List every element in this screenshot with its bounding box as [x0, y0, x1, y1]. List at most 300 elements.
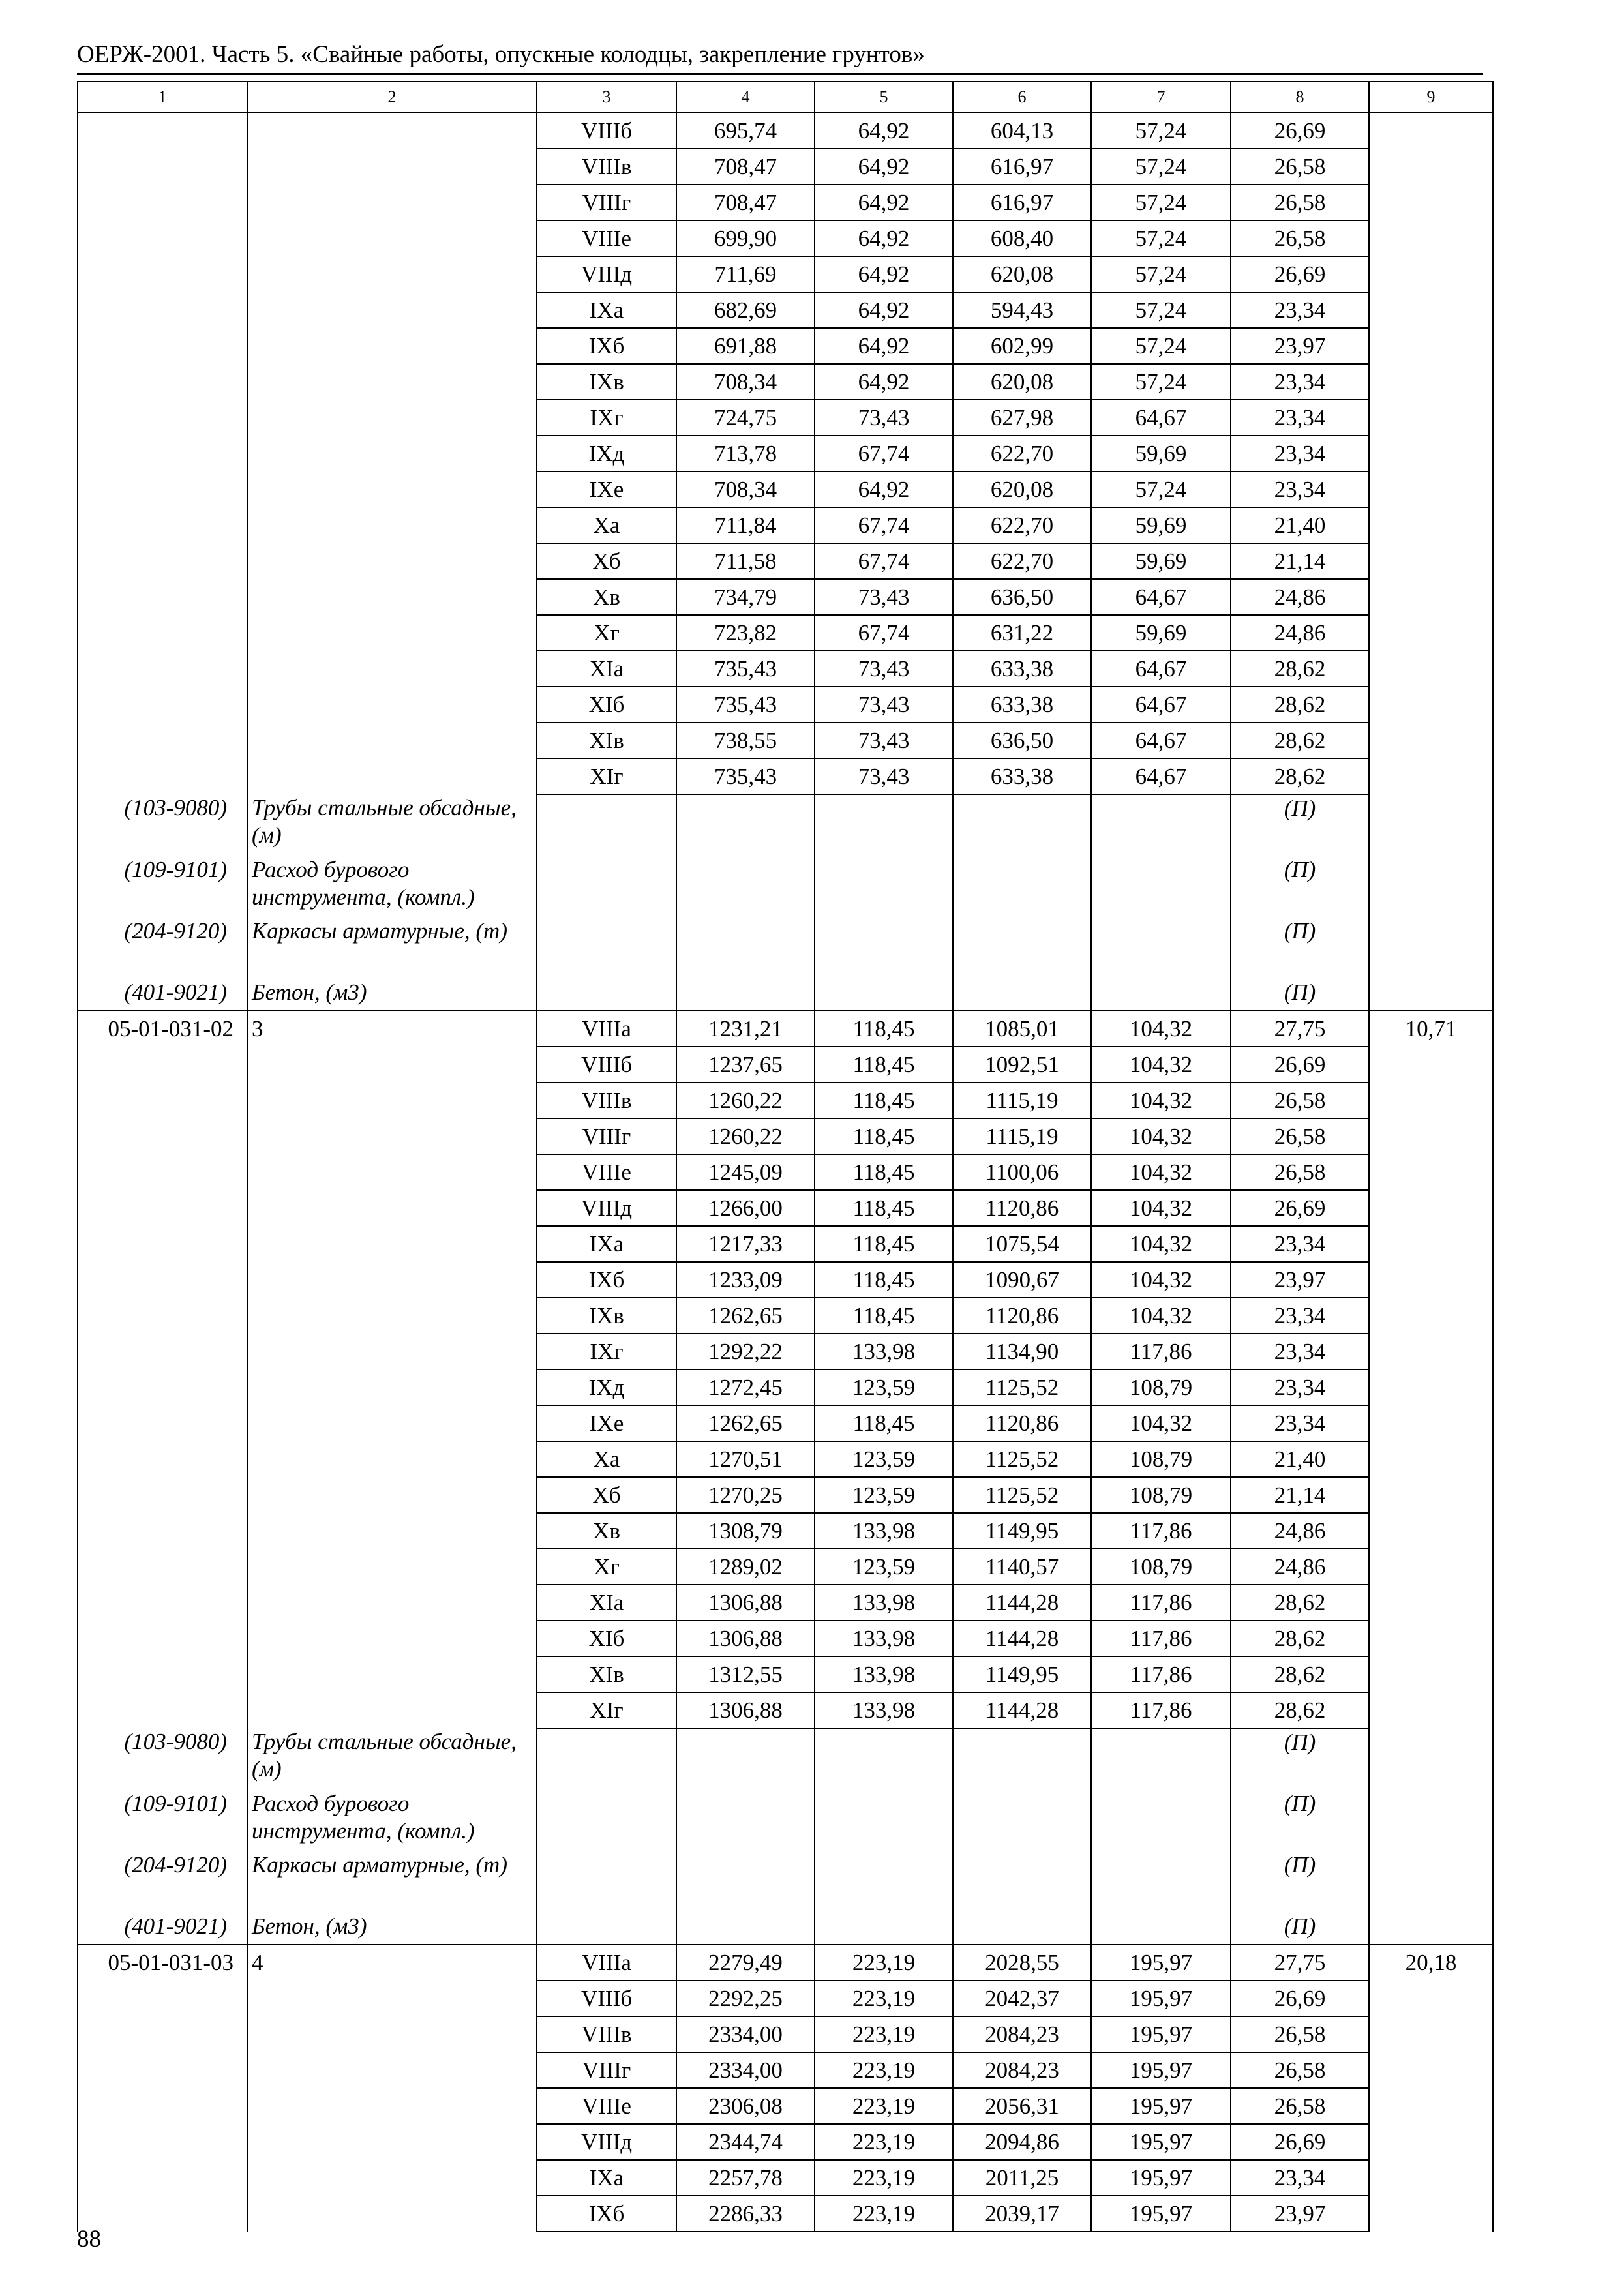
resource-row [78, 1728, 1493, 1790]
wages-cell: 223,19 [815, 2196, 953, 2232]
blank-cell [676, 794, 815, 856]
wages-cell: 73,43 [815, 723, 953, 758]
table-body [78, 82, 1493, 2232]
blank-cell [953, 979, 1091, 1011]
materials-cell: 23,97 [1231, 328, 1369, 364]
name-cell [247, 1190, 537, 1226]
labor-cell [1369, 1441, 1493, 1477]
wages-cell: 123,59 [815, 1369, 953, 1405]
wages-cell: 64,92 [815, 220, 953, 256]
wages-cell: 133,98 [815, 1334, 953, 1369]
blank-cell [1091, 1913, 1231, 1945]
zone-cell: VIIIб [537, 113, 676, 149]
col-number-5: 5 [815, 82, 953, 113]
blank-cell [815, 856, 953, 918]
zone-cell: Xа [537, 1441, 676, 1477]
machinist-wages-cell: 59,69 [1091, 507, 1231, 543]
table-row [78, 1298, 1493, 1334]
table-row [78, 113, 1493, 149]
resource-name: Бетон, (м3) [247, 979, 537, 1011]
machinist-wages-cell: 59,69 [1091, 436, 1231, 471]
blank-cell [676, 1851, 815, 1913]
materials-cell: 26,58 [1231, 2052, 1369, 2088]
labor-cell [1369, 1981, 1493, 2016]
machinist-wages-cell: 104,32 [1091, 1011, 1231, 1047]
wages-cell: 64,92 [815, 292, 953, 328]
machines-cell: 1120,86 [953, 1298, 1091, 1334]
materials-cell: 21,14 [1231, 543, 1369, 579]
table-row [78, 1656, 1493, 1692]
zone-cell: VIIIд [537, 1190, 676, 1226]
name-cell [247, 1585, 537, 1621]
zone-cell: Xв [537, 1513, 676, 1549]
name-cell [247, 1513, 537, 1549]
zone-cell: VIIIг [537, 2052, 676, 2088]
machinist-wages-cell: 195,97 [1091, 2088, 1231, 2124]
machines-cell: 2039,17 [953, 2196, 1091, 2232]
labor-cell [1369, 1334, 1493, 1369]
total-cost-cell: 2286,33 [676, 2196, 815, 2232]
total-cost-cell: 708,34 [676, 364, 815, 400]
labor-cell [1369, 2124, 1493, 2160]
labor-cell [1369, 1262, 1493, 1298]
resource-mark: (П) [1231, 1913, 1369, 1945]
wages-cell: 64,92 [815, 185, 953, 220]
blank-cell [953, 1790, 1091, 1851]
wages-cell: 67,74 [815, 507, 953, 543]
table-row [78, 1549, 1493, 1585]
machinist-wages-cell: 57,24 [1091, 364, 1231, 400]
blank-cell [1369, 794, 1493, 856]
machines-cell: 1092,51 [953, 1047, 1091, 1083]
name-cell [247, 2016, 537, 2052]
materials-cell: 23,34 [1231, 471, 1369, 507]
total-cost-cell: 1308,79 [676, 1513, 815, 1549]
name-cell [247, 2052, 537, 2088]
wages-cell: 223,19 [815, 2124, 953, 2160]
machines-cell: 604,13 [953, 113, 1091, 149]
code-cell [78, 507, 247, 543]
zone-cell: IXб [537, 328, 676, 364]
machines-cell: 2042,37 [953, 1981, 1091, 2016]
machinist-wages-cell: 57,24 [1091, 149, 1231, 185]
wages-cell: 118,45 [815, 1226, 953, 1262]
table-row [78, 400, 1493, 436]
resource-row [78, 1913, 1493, 1945]
machinist-wages-cell: 195,97 [1091, 2196, 1231, 2232]
wages-cell: 118,45 [815, 1118, 953, 1154]
wages-cell: 118,45 [815, 1083, 953, 1118]
machines-cell: 636,50 [953, 723, 1091, 758]
name-cell [247, 1083, 537, 1118]
total-cost-cell: 1262,65 [676, 1405, 815, 1441]
total-cost-cell: 1306,88 [676, 1692, 815, 1728]
table-row [78, 687, 1493, 723]
machinist-wages-cell: 104,32 [1091, 1118, 1231, 1154]
zone-cell: VIIIа [537, 1011, 676, 1047]
zone-cell: VIIIа [537, 1945, 676, 1981]
zone-cell: IXе [537, 471, 676, 507]
total-cost-cell: 1306,88 [676, 1621, 815, 1656]
blank-cell [676, 856, 815, 918]
blank-cell [1369, 1728, 1493, 1790]
table-row [78, 758, 1493, 794]
machines-cell: 2011,25 [953, 2160, 1091, 2196]
wages-cell: 118,45 [815, 1190, 953, 1226]
code-cell: 05-01-031-03 [78, 1945, 247, 1981]
labor-cell: 20,18 [1369, 1945, 1493, 1981]
blank-cell [537, 1851, 676, 1913]
zone-cell: IXб [537, 1262, 676, 1298]
total-cost-cell: 695,74 [676, 113, 815, 149]
total-cost-cell: 1270,51 [676, 1441, 815, 1477]
labor-cell [1369, 1692, 1493, 1728]
materials-cell: 23,34 [1231, 2160, 1369, 2196]
code-cell [78, 471, 247, 507]
name-cell [247, 2124, 537, 2160]
machines-cell: 633,38 [953, 687, 1091, 723]
name-cell [247, 758, 537, 794]
total-cost-cell: 1237,65 [676, 1047, 815, 1083]
machinist-wages-cell: 64,67 [1091, 400, 1231, 436]
code-cell [78, 2088, 247, 2124]
labor-cell [1369, 292, 1493, 328]
machines-cell: 1140,57 [953, 1549, 1091, 1585]
labor-cell [1369, 436, 1493, 471]
resource-name: Трубы стальные обсадные, (м) [247, 794, 537, 856]
wages-cell: 223,19 [815, 2088, 953, 2124]
col-number-4: 4 [676, 82, 815, 113]
resource-mark: (П) [1231, 794, 1369, 856]
name-cell [247, 579, 537, 615]
blank-cell [953, 918, 1091, 979]
machinist-wages-cell: 57,24 [1091, 292, 1231, 328]
code-cell [78, 758, 247, 794]
name-cell [247, 1656, 537, 1692]
labor-cell [1369, 723, 1493, 758]
machines-cell: 627,98 [953, 400, 1091, 436]
machinist-wages-cell: 64,67 [1091, 723, 1231, 758]
name-cell [247, 723, 537, 758]
total-cost-cell: 723,82 [676, 615, 815, 651]
labor-cell [1369, 2016, 1493, 2052]
machines-cell: 2056,31 [953, 2088, 1091, 2124]
materials-cell: 28,62 [1231, 1656, 1369, 1692]
name-cell [247, 1441, 537, 1477]
machines-cell: 622,70 [953, 507, 1091, 543]
name-cell [247, 1692, 537, 1728]
machinist-wages-cell: 104,32 [1091, 1262, 1231, 1298]
machines-cell: 622,70 [953, 543, 1091, 579]
materials-cell: 26,69 [1231, 1981, 1369, 2016]
machinist-wages-cell: 64,67 [1091, 579, 1231, 615]
name-cell [247, 292, 537, 328]
zone-cell: IXд [537, 436, 676, 471]
blank-cell [1369, 1851, 1493, 1913]
col-number-2: 2 [247, 82, 537, 113]
zone-cell: IXг [537, 1334, 676, 1369]
labor-cell [1369, 1369, 1493, 1405]
code-cell [78, 1226, 247, 1262]
labor-cell [1369, 1549, 1493, 1585]
resource-row [78, 1790, 1493, 1851]
machines-cell: 1085,01 [953, 1011, 1091, 1047]
total-cost-cell: 735,43 [676, 651, 815, 687]
code-cell [78, 1083, 247, 1118]
resource-mark: (П) [1231, 856, 1369, 918]
blank-cell [1091, 979, 1231, 1011]
table-row [78, 1190, 1493, 1226]
total-cost-cell: 708,34 [676, 471, 815, 507]
code-cell [78, 328, 247, 364]
labor-cell [1369, 113, 1493, 149]
machines-cell: 1144,28 [953, 1692, 1091, 1728]
resource-row [78, 918, 1493, 979]
code-cell [78, 543, 247, 579]
total-cost-cell: 735,43 [676, 758, 815, 794]
wages-cell: 73,43 [815, 758, 953, 794]
labor-cell: 10,71 [1369, 1011, 1493, 1047]
machinist-wages-cell: 108,79 [1091, 1477, 1231, 1513]
table-row [78, 328, 1493, 364]
name-cell [247, 1226, 537, 1262]
blank-cell [815, 1851, 953, 1913]
name-cell: 4 [247, 1945, 537, 1981]
total-cost-cell: 691,88 [676, 328, 815, 364]
code-cell [78, 579, 247, 615]
code-cell [78, 651, 247, 687]
total-cost-cell: 2257,78 [676, 2160, 815, 2196]
machines-cell: 1149,95 [953, 1656, 1091, 1692]
machinist-wages-cell: 57,24 [1091, 471, 1231, 507]
table-row [78, 1405, 1493, 1441]
code-cell [78, 1585, 247, 1621]
machines-cell: 1125,52 [953, 1477, 1091, 1513]
blank-cell [1091, 794, 1231, 856]
zone-cell: XIа [537, 1585, 676, 1621]
name-cell [247, 364, 537, 400]
code-cell [78, 1981, 247, 2016]
table-row [78, 1621, 1493, 1656]
resource-code: (103-9080) [78, 794, 247, 856]
blank-cell [953, 1728, 1091, 1790]
zone-cell: Xб [537, 1477, 676, 1513]
machinist-wages-cell: 104,32 [1091, 1047, 1231, 1083]
materials-cell: 26,58 [1231, 2016, 1369, 2052]
blank-cell [537, 794, 676, 856]
total-cost-cell: 1306,88 [676, 1585, 815, 1621]
machines-cell: 2084,23 [953, 2052, 1091, 2088]
code-cell [78, 1477, 247, 1513]
code-cell [78, 2196, 247, 2232]
machines-cell: 1144,28 [953, 1621, 1091, 1656]
code-cell [78, 220, 247, 256]
zone-cell: Xг [537, 615, 676, 651]
materials-cell: 24,86 [1231, 579, 1369, 615]
machinist-wages-cell: 117,86 [1091, 1656, 1231, 1692]
blank-cell [953, 1851, 1091, 1913]
code-cell [78, 256, 247, 292]
machinist-wages-cell: 108,79 [1091, 1549, 1231, 1585]
name-cell [247, 615, 537, 651]
zone-cell: IXа [537, 1226, 676, 1262]
resource-mark: (П) [1231, 918, 1369, 979]
resource-code: (401-9021) [78, 1913, 247, 1945]
machinist-wages-cell: 117,86 [1091, 1334, 1231, 1369]
name-cell [247, 328, 537, 364]
labor-cell [1369, 1585, 1493, 1621]
zone-cell: IXб [537, 2196, 676, 2232]
code-cell [78, 1656, 247, 1692]
code-cell [78, 1513, 247, 1549]
name-cell [247, 651, 537, 687]
total-cost-cell: 1245,09 [676, 1154, 815, 1190]
total-cost-cell: 2306,08 [676, 2088, 815, 2124]
table-row [78, 185, 1493, 220]
resource-row [78, 1851, 1493, 1913]
total-cost-cell: 1260,22 [676, 1118, 815, 1154]
machines-cell: 633,38 [953, 758, 1091, 794]
name-cell [247, 436, 537, 471]
code-cell [78, 2124, 247, 2160]
machinist-wages-cell: 117,86 [1091, 1692, 1231, 1728]
zone-cell: VIIIе [537, 2088, 676, 2124]
name-cell [247, 149, 537, 185]
resource-code: (204-9120) [78, 918, 247, 979]
wages-cell: 118,45 [815, 1011, 953, 1047]
wages-cell: 67,74 [815, 615, 953, 651]
name-cell [247, 220, 537, 256]
table-row [78, 1981, 1493, 2016]
materials-cell: 23,34 [1231, 436, 1369, 471]
materials-cell: 26,69 [1231, 256, 1369, 292]
materials-cell: 23,34 [1231, 1226, 1369, 1262]
name-cell [247, 471, 537, 507]
blank-cell [676, 1790, 815, 1851]
materials-cell: 28,62 [1231, 1692, 1369, 1728]
code-cell [78, 723, 247, 758]
machinist-wages-cell: 195,97 [1091, 2016, 1231, 2052]
materials-cell: 24,86 [1231, 1513, 1369, 1549]
wages-cell: 118,45 [815, 1154, 953, 1190]
machinist-wages-cell: 195,97 [1091, 1981, 1231, 2016]
zone-cell: VIIIв [537, 1083, 676, 1118]
blank-cell [676, 1913, 815, 1945]
machines-cell: 620,08 [953, 471, 1091, 507]
code-cell [78, 1154, 247, 1190]
total-cost-cell: 1231,21 [676, 1011, 815, 1047]
machinist-wages-cell: 195,97 [1091, 2160, 1231, 2196]
code-cell [78, 1047, 247, 1083]
wages-cell: 64,92 [815, 149, 953, 185]
zone-cell: XIг [537, 1692, 676, 1728]
resource-code: (401-9021) [78, 979, 247, 1011]
machinist-wages-cell: 64,67 [1091, 758, 1231, 794]
total-cost-cell: 2279,49 [676, 1945, 815, 1981]
col-number-1: 1 [78, 82, 247, 113]
machinist-wages-cell: 104,32 [1091, 1190, 1231, 1226]
blank-cell [953, 1913, 1091, 1945]
materials-cell: 28,62 [1231, 723, 1369, 758]
zone-cell: VIIIв [537, 149, 676, 185]
machines-cell: 1144,28 [953, 1585, 1091, 1621]
zone-cell: IXв [537, 1298, 676, 1334]
labor-cell [1369, 1298, 1493, 1334]
machinist-wages-cell: 57,24 [1091, 185, 1231, 220]
resource-name: Каркасы арматурные, (т) [247, 918, 537, 979]
table-row [78, 507, 1493, 543]
total-cost-cell: 1262,65 [676, 1298, 815, 1334]
machinist-wages-cell: 57,24 [1091, 328, 1231, 364]
table-row [78, 149, 1493, 185]
name-cell [247, 1405, 537, 1441]
labor-cell [1369, 1190, 1493, 1226]
machines-cell: 622,70 [953, 436, 1091, 471]
col-number-3: 3 [537, 82, 676, 113]
total-cost-cell: 1260,22 [676, 1083, 815, 1118]
table-row [78, 1477, 1493, 1513]
machinist-wages-cell: 57,24 [1091, 220, 1231, 256]
labor-cell [1369, 220, 1493, 256]
page-number: 88 [77, 2226, 101, 2252]
name-cell [247, 113, 537, 149]
materials-cell: 23,97 [1231, 1262, 1369, 1298]
header-rule [77, 73, 1483, 75]
total-cost-cell: 708,47 [676, 149, 815, 185]
total-cost-cell: 1289,02 [676, 1549, 815, 1585]
table-row [78, 651, 1493, 687]
total-cost-cell: 1217,33 [676, 1226, 815, 1262]
blank-cell [1091, 856, 1231, 918]
labor-cell [1369, 507, 1493, 543]
labor-cell [1369, 1047, 1493, 1083]
labor-cell [1369, 579, 1493, 615]
name-cell [247, 1298, 537, 1334]
zone-cell: Xб [537, 543, 676, 579]
wages-cell: 118,45 [815, 1262, 953, 1298]
blank-cell [537, 1728, 676, 1790]
total-cost-cell: 734,79 [676, 579, 815, 615]
resource-mark: (П) [1231, 1790, 1369, 1851]
zone-cell: IXа [537, 2160, 676, 2196]
resource-name: Трубы стальные обсадные, (м) [247, 1728, 537, 1790]
code-cell [78, 1369, 247, 1405]
col-number-7: 7 [1091, 82, 1231, 113]
labor-cell [1369, 615, 1493, 651]
table-row [78, 543, 1493, 579]
wages-cell: 223,19 [815, 2052, 953, 2088]
blank-cell [953, 794, 1091, 856]
total-cost-cell: 2334,00 [676, 2052, 815, 2088]
materials-cell: 23,34 [1231, 400, 1369, 436]
zone-cell: XIа [537, 651, 676, 687]
table-row [78, 579, 1493, 615]
total-cost-cell: 735,43 [676, 687, 815, 723]
zone-cell: VIIIб [537, 1981, 676, 2016]
code-cell [78, 1298, 247, 1334]
total-cost-cell: 711,69 [676, 256, 815, 292]
wages-cell: 64,92 [815, 113, 953, 149]
labor-cell [1369, 185, 1493, 220]
materials-cell: 24,86 [1231, 615, 1369, 651]
name-cell [247, 687, 537, 723]
materials-cell: 26,58 [1231, 220, 1369, 256]
wages-cell: 123,59 [815, 1477, 953, 1513]
name-cell [247, 1981, 537, 2016]
materials-cell: 21,40 [1231, 507, 1369, 543]
materials-cell: 28,62 [1231, 1621, 1369, 1656]
zone-cell: IXг [537, 400, 676, 436]
